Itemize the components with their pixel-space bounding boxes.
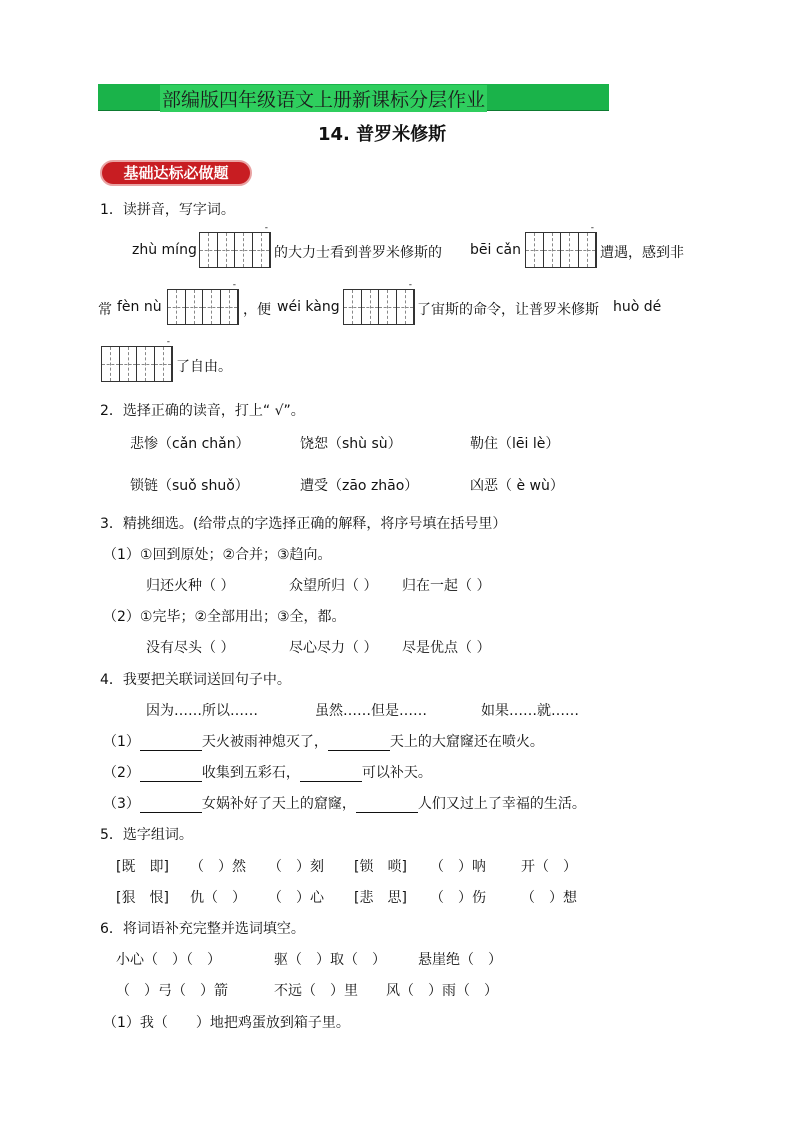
q6-idiom: 驱（ ）取（ ） xyxy=(274,952,386,968)
fill-blank[interactable] xyxy=(300,767,362,782)
q6-idiom: 小心（ ）（ ） xyxy=(116,952,221,968)
q4-option: 虽然……但是…… xyxy=(315,703,427,719)
q2-item: 悲惨（cǎn chǎn） xyxy=(130,436,250,452)
fill-blank[interactable] xyxy=(140,798,202,813)
q6-sentence-1: （1）我（ ）地把鸡蛋放到箱子里。 xyxy=(103,1015,350,1031)
q1-text-3: 常 xyxy=(98,302,112,318)
q5-cell: （ ）呐 xyxy=(430,859,486,875)
q5-cell: [悲 思] xyxy=(354,890,407,906)
q3-item: 尽心尽力（ ） xyxy=(289,640,378,656)
q5-cell: （ ）刻 xyxy=(268,859,324,875)
q4-option: 因为……所以…… xyxy=(146,703,258,719)
q4-title: 4．我要把关联词送回句子中。 xyxy=(100,672,291,688)
q2-item: 凶恶（ è wù） xyxy=(470,478,564,494)
q3-item: 归在一起（ ） xyxy=(402,578,491,594)
q6-idiom: （ ）弓（ ）箭 xyxy=(116,983,228,999)
q1-pinyin-4: wéi kàng xyxy=(277,299,340,315)
fill-blank[interactable] xyxy=(140,767,202,782)
series-banner-text: 部编版四年级语文上册新课标分层作业 xyxy=(160,85,487,112)
q4-sentence-2: （2） 收集到五彩石， 可以补天。 xyxy=(103,765,432,781)
fill-blank[interactable] xyxy=(140,736,202,751)
series-banner xyxy=(98,84,609,111)
section-badge: 基础达标必做题 xyxy=(100,160,252,186)
q1-pinyin-2: bēi cǎn xyxy=(470,242,521,258)
q6-idiom: 不远（ ）里 xyxy=(274,983,358,999)
q1-text-2: 遭遇，感到非 xyxy=(600,245,684,261)
q2-item: 遭受（zāo zhāo） xyxy=(300,478,419,494)
q3-item: 尽是优点（ ） xyxy=(402,640,491,656)
q6-idiom: 风（ ）雨（ ） xyxy=(386,983,498,999)
q2-title: 2．选择正确的读音，打上“ √”。 xyxy=(100,403,305,419)
q5-title: 5．选字组词。 xyxy=(100,827,193,843)
fill-blank[interactable] xyxy=(328,736,390,751)
q2-item: 勒住（lēi lè） xyxy=(470,436,560,452)
q5-cell: 开（ ） xyxy=(521,859,577,875)
q3-definitions-2: （2）①完毕；②全部用出；③全，都。 xyxy=(103,609,346,625)
q1-text-4: ，便 xyxy=(243,302,271,318)
q1-pinyin-5: huò dé xyxy=(613,299,662,315)
q4-sentence-3: （3） 女娲补好了天上的窟窿， 人们又过上了幸福的生活。 xyxy=(103,796,586,812)
lesson-title: 14. 普罗米修斯 xyxy=(318,124,447,145)
q1-answer-grid-3[interactable]: - xyxy=(167,289,239,325)
q5-cell: （ ）心 xyxy=(268,890,324,906)
q5-cell: [狠 恨] xyxy=(116,890,169,906)
q6-idiom: 悬崖绝（ ） xyxy=(418,952,502,968)
q1-text-1: 的大力士看到普罗米修斯的 xyxy=(274,245,442,261)
q3-item: 没有尽头（ ） xyxy=(146,640,235,656)
q1-text-6: 了自由。 xyxy=(176,359,232,375)
q2-item: 饶恕（shù sù） xyxy=(300,436,402,452)
q1-answer-grid-5[interactable]: - xyxy=(101,346,173,382)
q4-option: 如果……就…… xyxy=(481,703,579,719)
q5-cell: [锁 唢] xyxy=(354,859,407,875)
q1-pinyin-1: zhù míng xyxy=(132,242,197,258)
q2-item: 锁链（suǒ shuǒ） xyxy=(130,478,249,494)
q1-pinyin-3: fèn nù xyxy=(117,299,162,315)
q3-definitions-1: （1）①回到原处；②合并；③趋向。 xyxy=(103,547,332,563)
q4-sentence-1: （1） 天火被雨神熄灭了， 天上的大窟窿还在喷火。 xyxy=(103,734,544,750)
q1-text-5: 了宙斯的命令，让普罗米修斯 xyxy=(417,302,599,318)
q1-answer-grid-4[interactable]: - xyxy=(343,289,415,325)
q3-item: 归还火种（ ） xyxy=(146,578,235,594)
q5-cell: [既 即] xyxy=(116,859,169,875)
q3-title: 3．精挑细选。(给带点的字选择正确的解释，将序号填在括号里） xyxy=(100,516,507,532)
q1-answer-grid-2[interactable]: - xyxy=(525,232,597,268)
fill-blank[interactable] xyxy=(356,798,418,813)
q6-title: 6．将词语补充完整并选词填空。 xyxy=(100,921,305,937)
q3-item: 众望所归（ ） xyxy=(289,578,378,594)
q1-answer-grid-1[interactable]: - xyxy=(199,232,271,268)
q5-cell: （ ）想 xyxy=(521,890,577,906)
q5-cell: 仇（ ） xyxy=(190,890,246,906)
q5-cell: （ ）伤 xyxy=(430,890,486,906)
q5-cell: （ ）然 xyxy=(190,859,246,875)
q1-title: 1．读拼音，写字词。 xyxy=(100,202,235,218)
